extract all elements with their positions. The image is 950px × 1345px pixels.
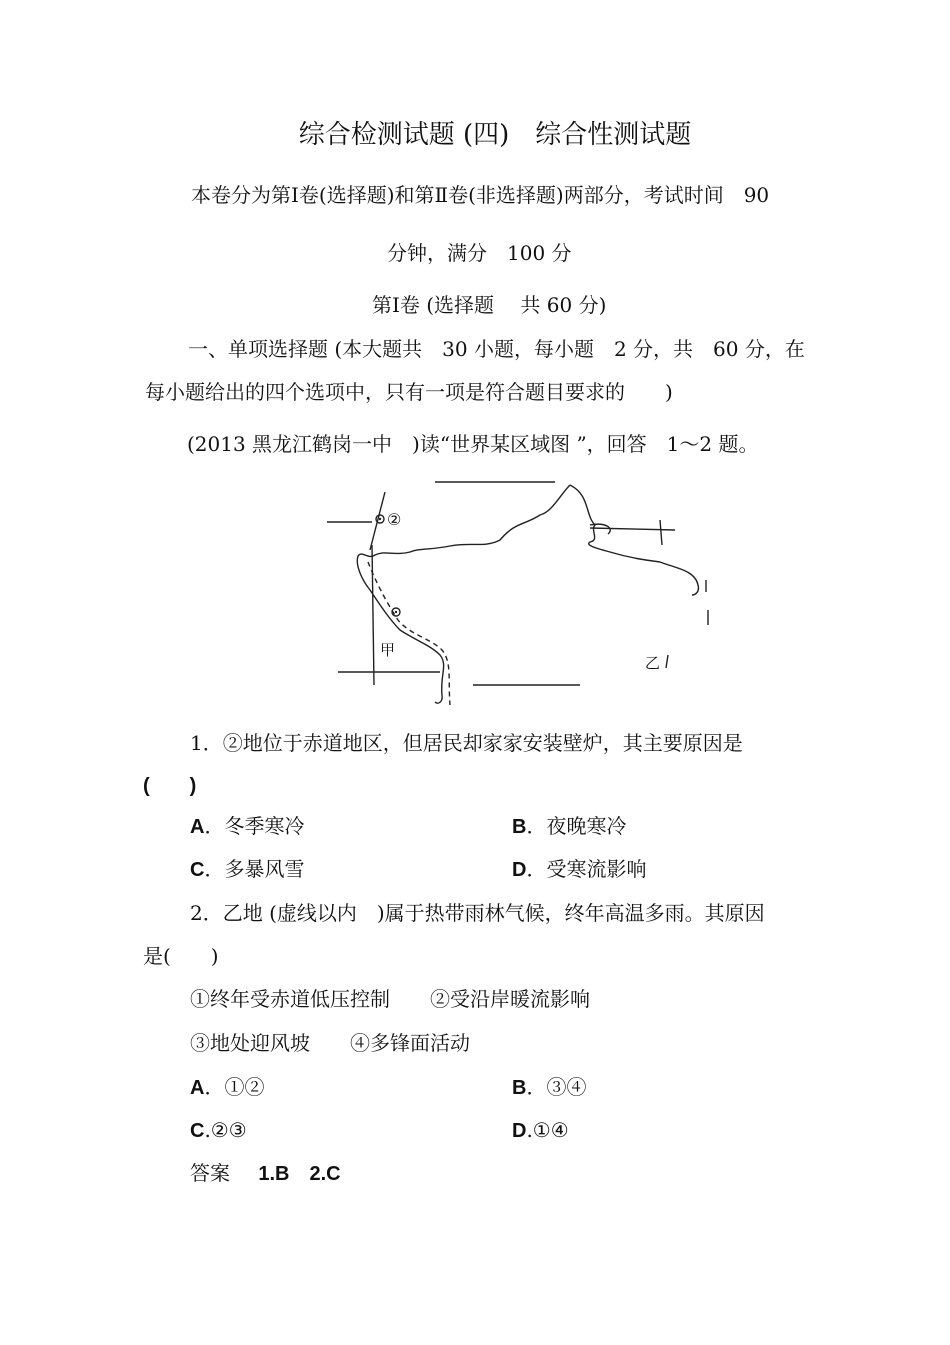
source-line: (2013 黑龙江鹤岗一中 )读“世界某区域图 ”，回答 1～2 题。 [187, 432, 759, 456]
option-letter: D [512, 1120, 527, 1142]
map-label-jia: 甲 [380, 641, 396, 659]
map-label-circle2: ② [387, 510, 402, 529]
q2-stem-line2: 是( ) [143, 944, 219, 968]
q1-option-b [512, 814, 626, 839]
q1-stem: 1．②地位于赤道地区，但居民却家家安装壁炉，其主要原因是 [190, 731, 743, 755]
q2-option-b [512, 1075, 586, 1100]
answer-line [190, 1161, 341, 1186]
option-text: ．冬季寒冷 [204, 814, 305, 838]
answer-label: 答案 [190, 1161, 230, 1185]
q2-option-d [512, 1118, 569, 1143]
q1-option-c [190, 857, 304, 882]
option-text: ．夜晚寒冷 [526, 814, 627, 838]
intro-line-2: 分钟，满分 100 分 [387, 241, 572, 265]
option-letter: B [512, 816, 527, 838]
option-text: ．受寒流影响 [526, 857, 647, 881]
option-text: ．③④ [526, 1075, 587, 1099]
instruction-line-2: 每小题给出的四个选项中，只有一项是符合题目要求的 ) [145, 380, 673, 404]
section-heading: 第Ⅰ卷 (选择题 共 60 分) [372, 293, 607, 317]
intro-line-1: 本卷分为第Ⅰ卷(选择题)和第Ⅱ卷(非选择题)两部分，考试时间 90 [191, 183, 770, 207]
option-text: ．①② [204, 1075, 265, 1099]
page-title: 综合检测试题 (四) 综合性测试题 [298, 120, 692, 150]
q1-paren: ( ) [143, 775, 197, 797]
q1-option-a [190, 814, 304, 839]
option-text: ．多暴风雪 [204, 857, 305, 881]
q2-stem: 2．乙地 (虚线以内 )属于热带雨林气候，终年高温多雨。其原因 [190, 901, 765, 925]
option-letter: C [190, 1120, 205, 1142]
option-letter: B [512, 1077, 527, 1099]
q2-statements-1: ①终年受赤道低压控制 ②受沿岸暖流影响 [190, 987, 590, 1011]
option-letter: C [190, 859, 205, 881]
q2-statements-2: ③地处迎风坡 ④多锋面活动 [190, 1031, 470, 1055]
option-text: .①④ [526, 1118, 569, 1142]
q2-option-a [190, 1075, 264, 1100]
option-letter: A [190, 1077, 205, 1099]
option-text: .②③ [204, 1118, 247, 1142]
instruction-line-1: 一、单项选择题 (本大题共 30 小题，每小题 2 分，共 60 分，在 [188, 337, 805, 361]
map-label-yi: 乙 [645, 654, 661, 672]
world-region-map [290, 470, 720, 710]
option-letter: A [190, 816, 205, 838]
q1-option-d [512, 857, 646, 882]
option-letter: D [512, 859, 527, 881]
answer-value: 1.B 2.C [258, 1163, 341, 1185]
q2-option-c [190, 1118, 247, 1143]
